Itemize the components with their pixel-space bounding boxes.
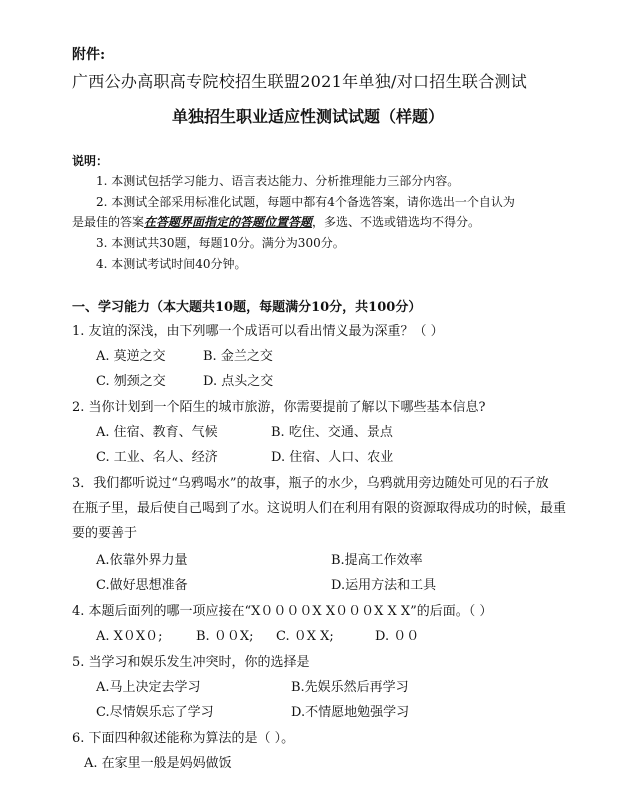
instruction-item-2-pre: 是最佳的答案 bbox=[72, 215, 145, 229]
question-5-option-d: D.不情愿地勉强学习 bbox=[291, 705, 410, 720]
question-3-option-b: B.提高工作效率 bbox=[331, 553, 423, 568]
document-title-line: 广西公办高职高专院校招生联盟2021年单独/对口招生联合测试 bbox=[72, 72, 528, 91]
question-1-option-c: C. 刎颈之交 bbox=[96, 374, 166, 389]
question-3-line-3: 要的要善于 bbox=[72, 526, 138, 541]
attachment-label: 附件: bbox=[72, 47, 106, 63]
question-1-option-d: D. 点头之交 bbox=[203, 374, 274, 389]
question-4-option-c: C. ０X X; bbox=[276, 629, 334, 644]
question-1-option-b: B. 金兰之交 bbox=[203, 349, 273, 364]
question-6-option-a: A. 在家里一般是妈妈做饭 bbox=[84, 756, 232, 771]
question-1-option-a: A. 莫逆之交 bbox=[96, 349, 166, 364]
question-5-option-a: A.马上决定去学习 bbox=[96, 680, 201, 695]
question-6-stem: 6. 下面四种叙述能称为算法的是（ ）。 bbox=[72, 731, 295, 746]
question-1-stem: 1. 友谊的深浅，由下列哪一个成语可以看出情义最为深重？（ ） bbox=[72, 324, 444, 339]
instructions-heading: 说明： bbox=[72, 154, 109, 168]
instruction-item-2-post: ，多选、不选或错选均不得分。 bbox=[312, 215, 481, 229]
question-3-option-a: A.依靠外界力量 bbox=[96, 553, 188, 568]
question-2-option-d: D. 住宿、人口、农业 bbox=[271, 450, 394, 465]
question-5-stem: 5. 当学习和娱乐发生冲突时，你的选择是 bbox=[72, 655, 310, 670]
section-heading-learning: 一、学习能力（本大题共10题，每题满分10分，共100分） bbox=[72, 300, 422, 315]
question-3-line-2: 在瓶子里，最后使自己喝到了水。这说明人们在利用有限的资源取得成功的时候，最重 bbox=[72, 501, 567, 516]
question-2-stem: 2. 当你计划到一个陌生的城市旅游，你需要提前了解以下哪些基本信息? bbox=[72, 400, 486, 415]
instruction-item-3: 3. 本测试共30题，每题10分。满分为300分。 bbox=[96, 236, 345, 250]
question-3-line-1: 3．我们都听说过“乌鸦喝水”的故事，瓶子的水少，乌鸦就用旁边随处可见的石子放 bbox=[72, 476, 549, 491]
document-subtitle: 单独招生职业适应性测试试题（样题） bbox=[172, 107, 445, 126]
question-4-option-d: D. ００ bbox=[375, 629, 420, 644]
question-3-option-d: D.运用方法和工具 bbox=[331, 578, 437, 593]
instruction-item-2-line2 bbox=[72, 213, 480, 230]
question-2-option-a: A. 住宿、教育、气候 bbox=[96, 425, 218, 440]
instruction-item-2-line1: 2. 本测试全部采用标准化试题，每题中都有4个备选答案，请你选出一个自认为 bbox=[96, 195, 515, 209]
instruction-item-4: 4. 本测试考试时间40分钟。 bbox=[96, 257, 247, 271]
question-3-option-c: C.做好思想准备 bbox=[96, 578, 188, 593]
question-2-option-b: B. 吃住、交通、景点 bbox=[271, 425, 393, 440]
question-4-stem: 4. 本题后面列的哪一项应接在“X００００X X０００X X X”的后面。（ ） bbox=[72, 604, 493, 619]
instruction-emphasis: 在答题界面指定的答题位置答题 bbox=[144, 215, 313, 229]
question-5-option-b: B.先娱乐然后再学习 bbox=[291, 680, 409, 695]
question-4-option-a: A. X０X０; bbox=[96, 629, 163, 644]
instruction-item-1: 1. 本测试包括学习能力、语言表达能力、分析推理能力三部分内容。 bbox=[96, 174, 460, 188]
question-5-option-c: C.尽情娱乐忘了学习 bbox=[96, 705, 214, 720]
question-2-option-c: C. 工业、名人、经济 bbox=[96, 450, 218, 465]
question-4-option-b: B. ００X; bbox=[196, 629, 254, 644]
